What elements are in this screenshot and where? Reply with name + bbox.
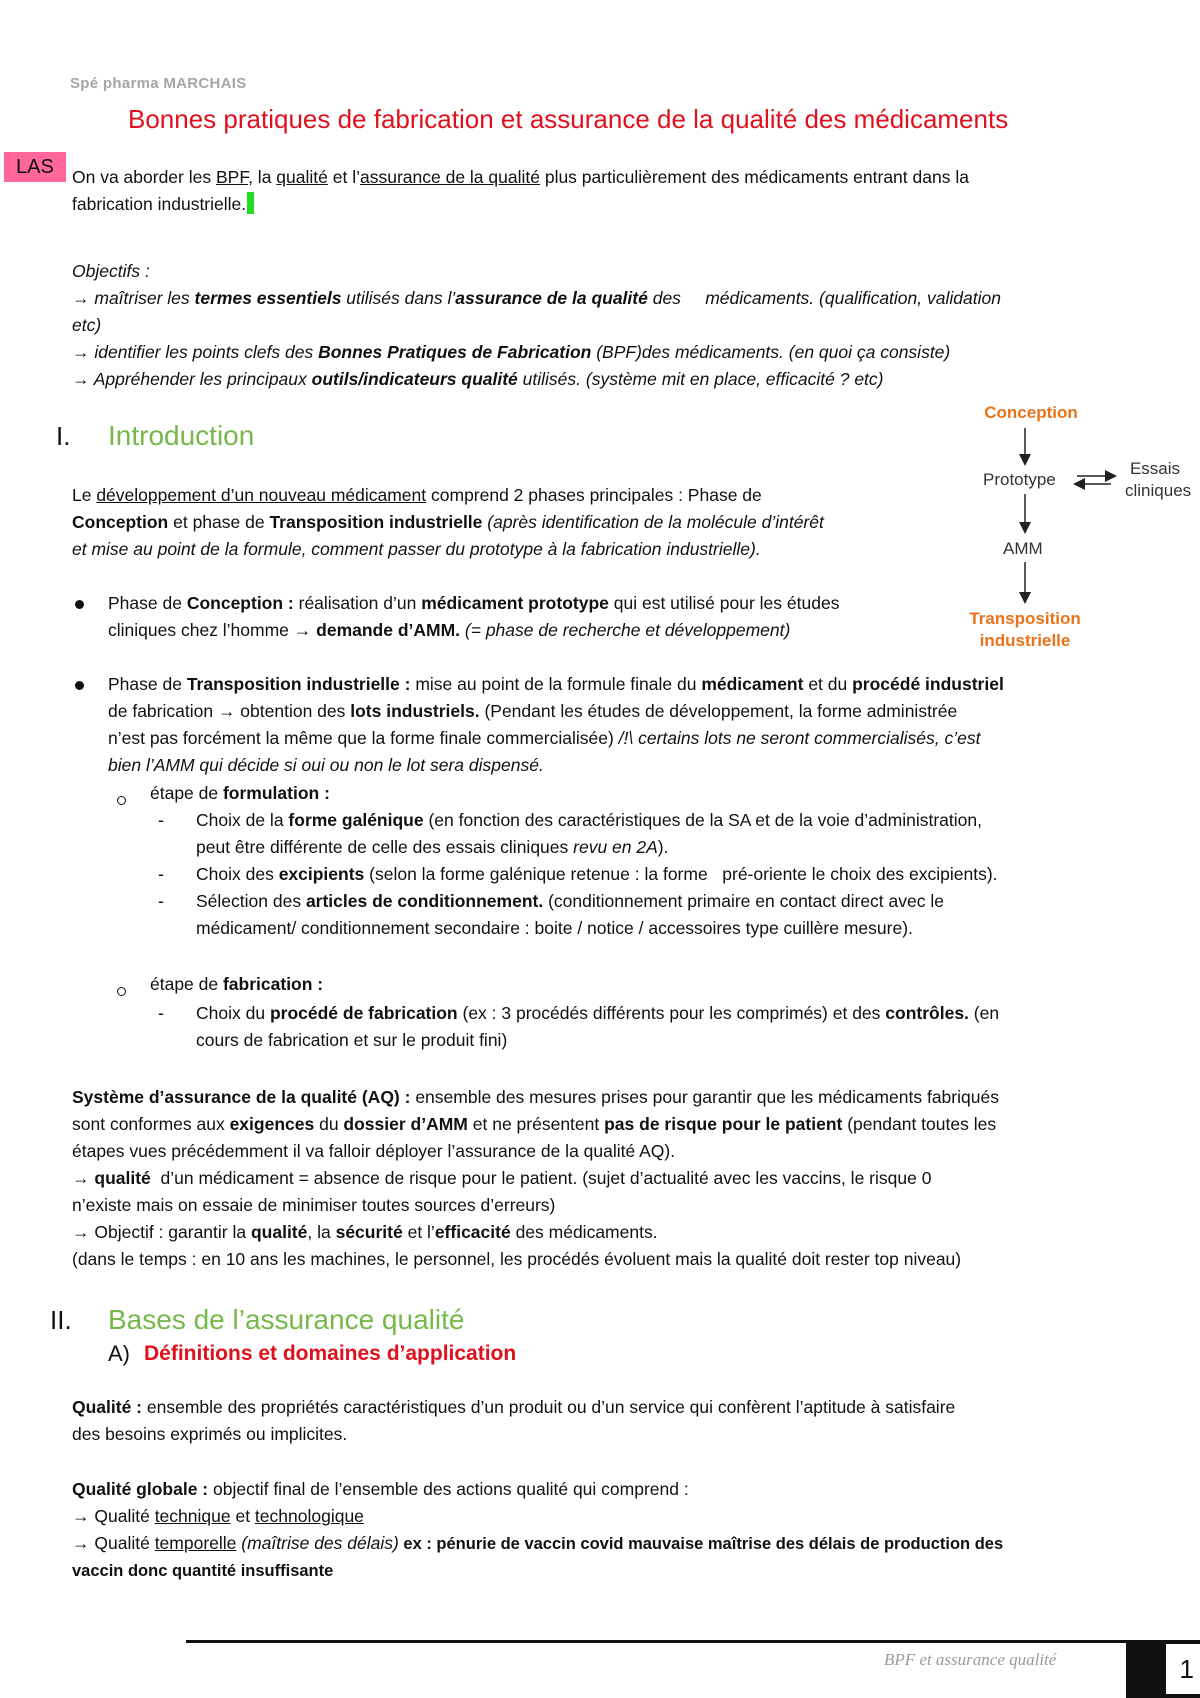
aq-bold: dossier d’AMM bbox=[343, 1114, 468, 1134]
b1-text: cliniques chez l’homme → bbox=[108, 620, 317, 640]
aq-text: sont conformes aux bbox=[72, 1114, 230, 1134]
diagram-transposition-1: Transposition bbox=[969, 609, 1081, 628]
g-line-4: vaccin donc quantité insuffisante bbox=[72, 1562, 334, 1580]
obj-text: → identifier les points clefs des bbox=[72, 342, 319, 362]
b2-text: mise au point de la formule finale du bbox=[410, 674, 702, 694]
dash-item-galenique bbox=[196, 807, 1136, 861]
aq-line-1 bbox=[72, 1084, 1152, 1111]
bullet-transposition bbox=[108, 671, 1138, 779]
obj-bold: outils/indicateurs qualité bbox=[311, 369, 518, 389]
intro-text: On va aborder les bbox=[72, 167, 216, 187]
d3-line-2: médicament/ conditionnement secondaire : boite / notice / accessoires type cuillère mesure). bbox=[196, 918, 913, 938]
circle-bullet bbox=[117, 796, 126, 805]
intro-line-2 bbox=[72, 191, 1132, 218]
d3-line-1 bbox=[196, 888, 1136, 915]
subsection-a-title: Définitions et domaines d’application bbox=[144, 1342, 517, 1365]
g-underline: technologique bbox=[254, 1506, 364, 1526]
b1-text: Phase de bbox=[108, 593, 187, 613]
objectives-label: Objectifs : bbox=[72, 261, 150, 281]
b2-line-1 bbox=[108, 671, 1138, 698]
diagram-transposition bbox=[955, 608, 1095, 652]
intro-qualite: qualité bbox=[276, 167, 328, 187]
diagram-essais bbox=[1125, 458, 1192, 502]
dash-marker: - bbox=[158, 810, 164, 830]
qualite-definition bbox=[72, 1394, 1152, 1448]
d1-line-1 bbox=[196, 807, 1136, 834]
d-text: (en fonction des caractéristiques de la SA et de la voie d’administration, bbox=[423, 810, 982, 830]
obj-text: utilisés dans l’ bbox=[341, 288, 456, 308]
aq-text: → Objectif : garantir la bbox=[72, 1222, 251, 1242]
diagram-essais-1: Essais bbox=[1129, 459, 1181, 478]
b2-bold: procédé industriel bbox=[852, 674, 1004, 694]
g-text: → Qualité bbox=[72, 1533, 155, 1553]
objective-2 bbox=[72, 339, 1132, 366]
circle-bullet bbox=[117, 987, 126, 996]
intro-text: et l’ bbox=[327, 167, 360, 187]
step-bold: fabrication : bbox=[222, 974, 324, 994]
aq-bold: qualité bbox=[250, 1222, 308, 1242]
aq-text: , la bbox=[307, 1222, 336, 1242]
aq-line-6 bbox=[72, 1219, 1152, 1246]
b1-text: qui est utilisé pour les études bbox=[608, 593, 840, 613]
aq-line-2 bbox=[72, 1111, 1152, 1138]
obj-text: → maîtriser les bbox=[72, 288, 195, 308]
b2-italic: /!\ certains lots ne seront commercialisés, c’est bbox=[618, 728, 981, 748]
b2-line-3 bbox=[108, 725, 1138, 752]
diagram-essais-2: cliniques bbox=[1125, 481, 1192, 500]
s1-line-2 bbox=[72, 509, 942, 536]
section-2-title: Bases de l’assurance qualité bbox=[108, 1304, 465, 1335]
d-text: (selon la forme galénique retenue : la forme pré-oriente le choix des excipients). bbox=[364, 864, 998, 884]
intro-bpf: BPF bbox=[215, 167, 249, 187]
b2-line-2 bbox=[108, 698, 1138, 725]
header-label: Spé pharma MARCHAIS bbox=[70, 75, 247, 92]
intro-paragraph bbox=[72, 164, 1132, 218]
s1-text: comprend 2 phases principales : Phase de bbox=[426, 485, 762, 505]
g-text: et bbox=[230, 1506, 255, 1526]
d-bold: procédé de fabrication bbox=[269, 1003, 458, 1023]
b2-line-4: bien l’AMM qui décide si oui ou non le lot sera dispensé. bbox=[108, 755, 544, 775]
intro-line-1 bbox=[72, 164, 1132, 191]
d-text: ). bbox=[657, 837, 669, 857]
g-line-2 bbox=[72, 1503, 1152, 1530]
aq-line-5: n’existe mais on essaie de minimiser toutes sources d’erreurs) bbox=[72, 1195, 556, 1215]
b2-text: n’est pas forcément la même que la forme finale commercialisée) bbox=[108, 728, 619, 748]
d-italic: revu en 2A bbox=[573, 837, 658, 857]
intro-text: fabrication industrielle. bbox=[72, 194, 247, 214]
text-cursor bbox=[247, 192, 254, 214]
development-diagram bbox=[925, 398, 1192, 658]
b1-bold: médicament prototype bbox=[421, 593, 609, 613]
dash-item-excipients bbox=[196, 861, 1136, 888]
d-text: Choix de la bbox=[196, 810, 289, 830]
d-text: (ex : 3 procédés différents pour les comprimés) et des bbox=[457, 1003, 886, 1023]
d-text: Sélection des bbox=[196, 891, 306, 911]
las-tag: LAS bbox=[4, 152, 66, 182]
g-bold: Qualité globale : bbox=[72, 1479, 209, 1499]
q-bold: Qualité : bbox=[72, 1397, 143, 1417]
aq-block bbox=[72, 1084, 1152, 1273]
d-text: (conditionnement primaire en contact direct avec le bbox=[543, 891, 944, 911]
q-line-2: des besoins exprimés ou implicites. bbox=[72, 1424, 348, 1444]
aq-bold: qualité bbox=[94, 1168, 151, 1188]
aq-bold: sécurité bbox=[335, 1222, 403, 1242]
b1-line-1 bbox=[108, 590, 948, 617]
aq-text: du bbox=[314, 1114, 344, 1134]
section-1-intro bbox=[72, 482, 942, 563]
s1-bold: Transposition industrielle bbox=[269, 512, 483, 532]
obj-text: (BPF)des médicaments. (en quoi ça consiste) bbox=[591, 342, 951, 362]
diagram-conception: Conception bbox=[984, 403, 1078, 422]
s1-italic: (après identification de la molécule d’intérêt bbox=[482, 512, 824, 532]
diagram-amm: AMM bbox=[1003, 539, 1043, 558]
d4-line-1 bbox=[196, 1000, 1136, 1027]
d-text: peut être différente de celle des essais cliniques bbox=[196, 837, 574, 857]
diagram-transposition-2: industrielle bbox=[979, 631, 1071, 650]
b1-bold: Conception : bbox=[186, 593, 294, 613]
aq-text: → bbox=[72, 1168, 95, 1188]
subsection-a-number: A) bbox=[108, 1341, 130, 1366]
step-formulation bbox=[150, 780, 330, 807]
b1-italic: (= phase de recherche et développement) bbox=[460, 620, 791, 640]
aq-bold: Système d’assurance de la qualité (AQ) : bbox=[72, 1087, 411, 1107]
obj-bold: termes essentiels bbox=[194, 288, 342, 308]
d-bold: excipients bbox=[278, 864, 365, 884]
b1-text: réalisation d’un bbox=[293, 593, 422, 613]
bullet-conception bbox=[108, 590, 948, 644]
dash-item-conditionnement bbox=[196, 888, 1136, 942]
aq-text: (pendant toutes les bbox=[842, 1114, 997, 1134]
d4-line-2: cours de fabrication et sur le produit fini) bbox=[196, 1030, 508, 1050]
objective-1 bbox=[72, 285, 1132, 312]
d-bold: contrôles. bbox=[885, 1003, 969, 1023]
d-text: (en bbox=[968, 1003, 1000, 1023]
footer-label: BPF et assurance qualité bbox=[884, 1650, 1057, 1669]
dash-marker: - bbox=[158, 891, 164, 911]
dash-marker: - bbox=[158, 864, 164, 884]
q-line-1 bbox=[72, 1394, 1152, 1421]
s1-underline: développement d’un nouveau médicament bbox=[96, 485, 427, 505]
step-text: étape de bbox=[150, 974, 223, 994]
s1-bold: Conception bbox=[72, 512, 169, 532]
b1-bold: demande d’AMM. bbox=[316, 620, 461, 640]
aq-text: d’un médicament = absence de risque pour le patient. (sujet d’actualité avec les vaccins, le risque 0 bbox=[150, 1168, 932, 1188]
section-1-number: I. bbox=[56, 421, 71, 451]
b2-bold: lots industriels. bbox=[350, 701, 480, 721]
aq-bold: efficacité bbox=[434, 1222, 511, 1242]
step-fabrication bbox=[150, 971, 323, 998]
obj-text: des médicaments. (qualification, validation bbox=[647, 288, 1001, 308]
d-text: Choix des bbox=[196, 864, 279, 884]
g-text: → Qualité bbox=[72, 1506, 155, 1526]
aq-bold: pas de risque pour le patient bbox=[604, 1114, 843, 1134]
g-line-3 bbox=[72, 1530, 1152, 1558]
aq-text: ensemble des mesures prises pour garantir que les médicaments fabriqués bbox=[410, 1087, 999, 1107]
b2-text: (Pendant les études de développement, la forme administrée bbox=[479, 701, 958, 721]
qualite-globale bbox=[72, 1476, 1152, 1585]
aq-line-7: (dans le temps : en 10 ans les machines, le personnel, les procédés évoluent mais la qualité doit rester top niveau) bbox=[72, 1249, 962, 1269]
obj-text: → Appréhender les principaux bbox=[72, 369, 312, 389]
step-bold: formulation : bbox=[222, 783, 330, 803]
b2-bold: Transposition industrielle : bbox=[186, 674, 411, 694]
diagram-prototype: Prototype bbox=[983, 470, 1056, 489]
s1-line-1 bbox=[72, 482, 942, 509]
b2-bold: médicament bbox=[701, 674, 804, 694]
intro-text: , la bbox=[248, 167, 277, 187]
aq-text: et ne présentent bbox=[467, 1114, 605, 1134]
g-line-1 bbox=[72, 1476, 1152, 1503]
section-2-number: II. bbox=[50, 1305, 72, 1335]
d-text: Choix du bbox=[196, 1003, 270, 1023]
intro-text: plus particulièrement des médicaments entrant dans la bbox=[539, 167, 969, 187]
g-italic: (maîtrise des délais) bbox=[236, 1533, 399, 1553]
d-bold: forme galénique bbox=[288, 810, 424, 830]
page-number: 1 bbox=[1179, 1654, 1194, 1684]
objective-1-cont: etc) bbox=[72, 315, 102, 335]
b2-text: de fabrication → obtention des bbox=[108, 701, 351, 721]
objective-3 bbox=[72, 366, 1132, 393]
aq-line-3: étapes vues précédemment il va falloir déployer l’assurance de la qualité AQ). bbox=[72, 1141, 676, 1161]
aq-line-4 bbox=[72, 1165, 1152, 1192]
s1-text: Le bbox=[72, 485, 97, 505]
intro-aq: assurance de la qualité bbox=[359, 167, 540, 187]
g-bold: ex : pénurie de vaccin covid mauvaise maîtrise des délais de production des bbox=[398, 1535, 1004, 1553]
b2-text: Phase de bbox=[108, 674, 187, 694]
s1-text: et phase de bbox=[168, 512, 270, 532]
bullet-dot bbox=[75, 600, 84, 609]
footer-rule bbox=[186, 1640, 1126, 1643]
b1-line-2 bbox=[108, 617, 948, 644]
dash-marker: - bbox=[158, 1003, 164, 1023]
obj-bold: Bonnes Pratiques de Fabrication bbox=[318, 342, 592, 362]
q-text: ensemble des propriétés caractéristiques d’un produit ou d’un service qui confèrent l’aptitude à satisfaire bbox=[142, 1397, 956, 1417]
d-bold: articles de conditionnement. bbox=[305, 891, 544, 911]
s1-line-3: et mise au point de la formule, comment passer du prototype à la fabrication industrielle). bbox=[72, 539, 761, 559]
g-text: objectif final de l’ensemble des actions qualité qui comprend : bbox=[208, 1479, 689, 1499]
obj-text: utilisés. (système mit en place, efficacité ? etc) bbox=[517, 369, 884, 389]
aq-bold: exigences bbox=[229, 1114, 315, 1134]
objectives-block bbox=[72, 258, 1132, 393]
g-underline: technique bbox=[154, 1506, 231, 1526]
aq-text: des médicaments. bbox=[510, 1222, 658, 1242]
aq-text: et l’ bbox=[402, 1222, 435, 1242]
d1-line-2 bbox=[196, 834, 1136, 861]
section-1-title: Introduction bbox=[108, 420, 255, 451]
document-title: Bonnes pratiques de fabrication et assurance de la qualité des médicaments bbox=[128, 104, 1009, 134]
step-text: étape de bbox=[150, 783, 223, 803]
g-underline: temporelle bbox=[154, 1533, 237, 1553]
bullet-dot bbox=[75, 681, 84, 690]
dash-item-procede bbox=[196, 1000, 1136, 1054]
b2-text: et du bbox=[803, 674, 853, 694]
obj-bold: assurance de la qualité bbox=[455, 288, 648, 308]
